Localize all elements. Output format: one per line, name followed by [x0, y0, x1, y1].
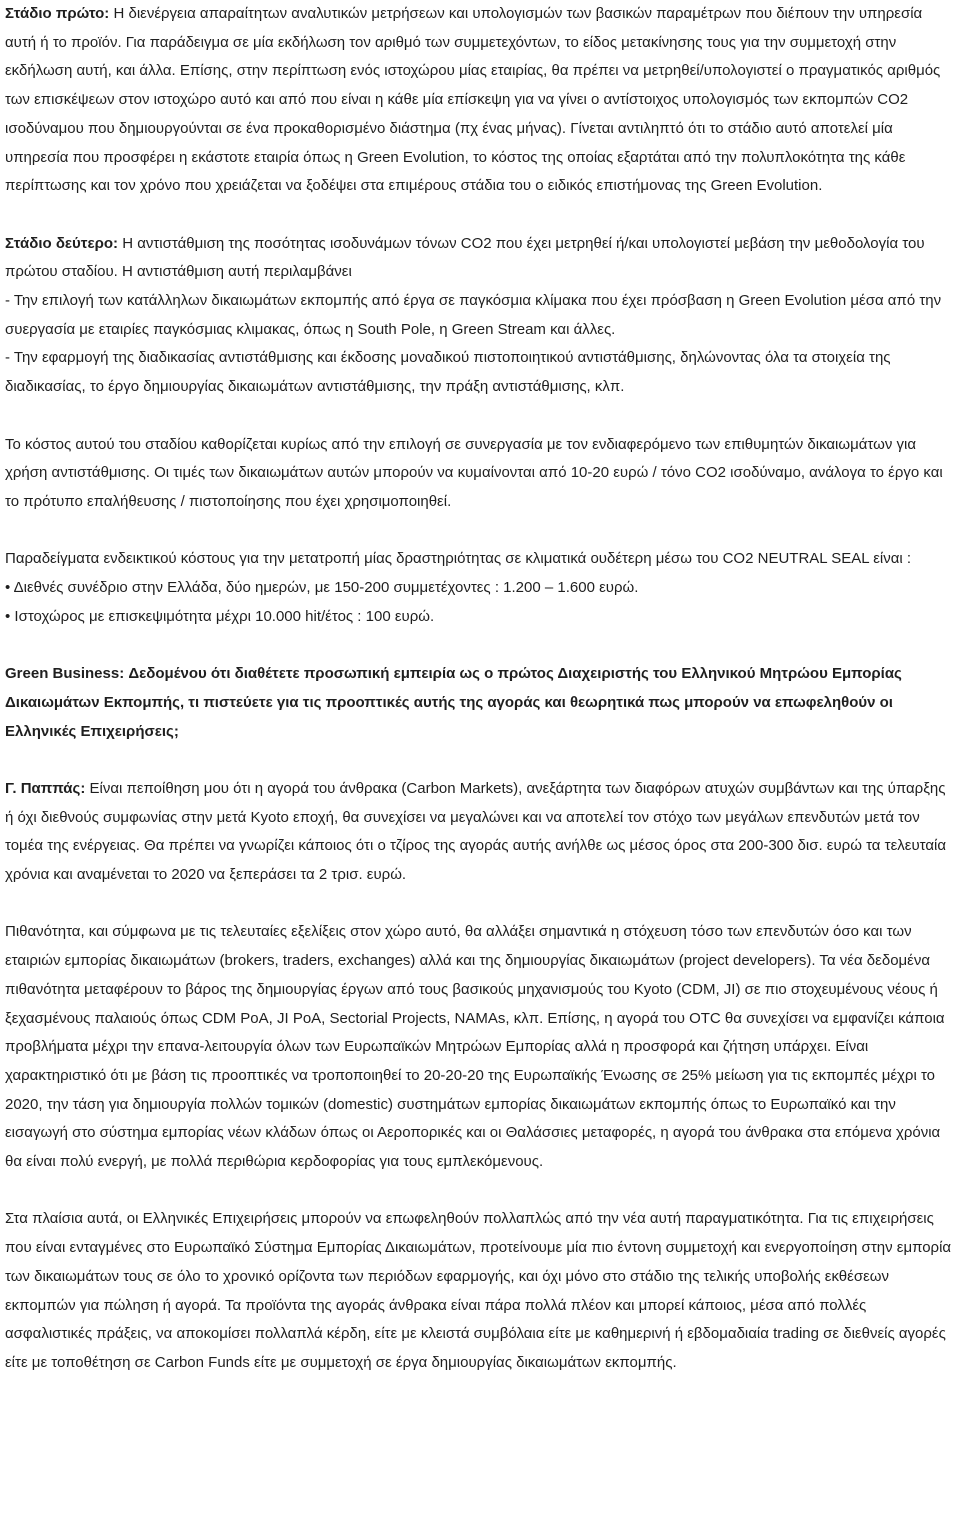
question-text: Δεδομένου ότι διαθέτετε προσωπική εμπειρία ως ο πρώτος Διαχειριστής του Ελληνικού Μητρώου Εμπορίας Δικαιωμάτων Εκπομπής, τι πιστεύετε για τις προοπτικές αυτής της αγοράς και θεωρητικά πως μπορούν να επωφεληθούν οι Ελληνικές Επιχειρήσεις;: [5, 665, 902, 740]
spacer: [5, 402, 954, 431]
stage1-paragraph: [5, 0, 954, 201]
stage2-item: - Την εφαρμογή της διαδικασίας αντιστάθμισης και έκδοσης μοναδικού πιστοποιητικού αντιστάθμισης, δηλώνοντας όλα τα στοιχεία της διαδικασίας, το έργο δημιουργίας δικαιωμάτων αντιστάθμισης, την πράξη αντιστάθμισης, κλπ.: [5, 349, 891, 396]
greek-business-paragraph: Στα πλαίσια αυτά, οι Ελληνικές Επιχειρήσεις μπορούν να επωφεληθούν πολλαπλώς από την νέα αυτή παραγματικότητα. Για τις επιχειρήσεις που είναι ενταγμένες στο Ευρωπαϊκό Σύστημα Εμπορίας Δικαιωμάτων, προτείνουμε μία πιο έντονη συμμετοχή και ενεργοποίηση στην εμπορία των δικαιωμάτων τους σε όλο το χρονικό ορίζοντα των περιόδων εφαρμογής, και όχι μόνο στο στάδιο της τελικής υποβολής εκθέσεων εκπομπών για πώληση ή αγορά. Τα προϊόντα της αγοράς άνθρακα είναι πάρα πολλά πλέον και μπορεί κάποιος, μέσα από πολλές ασφαλιστικές πράξεις, να αποκομίσει πολλαπλά κέρδη, είτε με κλειστά συμβόλαια είτε με καθημερινή ή εβδομαδιαία trading σε διεθνείς αγορές είτε με τοποθέτηση σε Carbon Funds είτε με συμμετοχή σε έργα δημιουργίας δικαιωμάτων εκπομπής.: [5, 1210, 952, 1371]
spacer: [5, 201, 954, 230]
spacer: [5, 517, 954, 546]
example-bullet: • Ιστοχώρος με επισκεψιμότητα μέχρι 10.000 hit/έτος : 100 ευρώ.: [5, 607, 435, 625]
spacer: [5, 1177, 954, 1206]
examples-intro: Παραδείγματα ενδεικτικού κόστους για την μετατροπή μίας δραστηριότητας σε κλιματικά ουδέτερη μέσω του CO2 NEUTRAL SEAL είναι :: [5, 550, 912, 568]
interview-answer: [5, 775, 954, 890]
spacer: [5, 890, 954, 919]
stage2-text: Η αντιστάθμιση της ποσότητας ισοδυνάμων τόνων CO2 που έχει μετρηθεί ή/και υπολογιστεί μεβάση την μεθοδολογία του πρώτου σταδίου. Η αντιστάθμιση αυτή περιλαμβάνει: [5, 234, 925, 281]
answer-label: Γ. Παππάς:: [5, 779, 86, 797]
answer-text: Είναι πεποίθηση μου ότι η αγορά του άνθρακα (Carbon Markets), ανεξάρτητα των διαφόρων ατυχών συμβάντων και της ύπαρξης ή όχι διεθνούς συμφωνίας στην μετά Kyoto εποχή, θα συνεχίσει να μεγαλώνει και να αποτελεί τον στόχο των μεγάλων επενδυτών μετά τον τομέα της ενέργειας. Θα πρέπει να γνωρίζει κάποιος ότι ο τζίρος της αγοράς αυτής ανήλθε ως μέσος όρος στα 200-300 δισ. ευρώ τα τελευταία χρόνια και αναμένεται το 2020 να ξεπεράσει τα 2 τρισ. ευρώ.: [5, 779, 947, 884]
question-label: Green Business:: [5, 665, 125, 683]
stage2-item: - Την επιλογή των κατάλληλων δικαιωμάτων εκπομπής από έργα σε παγκόσμια κλίμακα που έχει πρόσβαση η Green Evolution μέσα από την συεργασία με εταιρίες παγκόσμιας κλιμακας, όπως η South Pole, η Green Stream και άλλες.: [5, 292, 942, 338]
stage2-paragraph: [5, 230, 954, 287]
interview-question: [5, 660, 954, 746]
stage2-label: Στάδιο δεύτερο:: [5, 234, 119, 252]
example-bullet: • Διεθνές συνέδριο στην Ελλάδα, δύο ημερών, με 150-200 συμμετέχοντες : 1.200 – 1.600 ευρώ.: [5, 579, 639, 597]
spacer: [5, 746, 954, 775]
stage1-label: Στάδιο πρώτο:: [5, 5, 110, 22]
stage1-text: Η διενέργεια απαραίτητων αναλυτικών μετρήσεων και υπολογισμών των βασικών παραμέτρων που διέπουν την υπηρεσία αυτή ή το προϊόν. Για παράδειγμα σε μία εκδήλωση τον αριθμό των συμμετεχόντων, το είδος μετακίνησης τους για την συμμετοχή στην εκδήλωση αυτή, και άλλα. Επίσης, στην περίπτωση ενός ιστοχώρου μίας εταιρίας, θα πρέπει να μετρηθεί/υπολογιστεί ο πραγματικός αριθμός των επισκέψεων στον ιστοχώρο αυτό και από που είναι η κάθε μία επίσκεψη για να γίνει ο αντίστοιχος υπολογισμός των εκπομπών CO2 ισοδύναμου που δημιουργούνται σε ένα προκαθορισμένο διάστημα (πχ ένας μήνας). Γίνεται αντιληπτό ότι το στάδιο αυτό αποτελεί μία υπηρεσία που προσφέρει η εκάστοτε εταιρία όπως η Green Evolution, το κόστος της οποίας εξαρτάται από την πολυπλοκότητα της κάθε περίπτωσης και τον χρόνο που χρειάζεται να ξοδέψει στα επιμέρους στάδια του ο ειδικός επιστήμονας της Green Evolution.: [5, 5, 941, 195]
changes-paragraph: Πιθανότητα, και σύμφωνα με τις τελευταίες εξελίξεις στον χώρο αυτό, θα αλλάξει σημαντικά η στόχευση τόσο των επενδυτών όσο και των εταιριών εμπορίας δικαιωμάτων (brokers, traders, exchanges) αλλά και της δημιουργίας δικαιωμάτων (project developers). Τα νέα δεδομένα πιθανότητα μεταφέρουν το βάρος της δημιουργίας έργων από τους βασικούς μηχανισμούς του Kyoto (CDM, JI) σε πιο στοχευμένους νέους ή ξεχασμένους παλαιούς όπως CDM PoA, JI PoA, Sectorial Projects, NAMAs, κλπ. Επίσης, η αγορά του OTC θα συνεχίσει να εμφανίζει κάποια προβλήματα μέχρι την επανα-λειτουργία όλων των Ευρωπαϊκών Μητρώων Εμπορίας αλλά η προσφορά και ζήτηση υπάρχει. Είναι χαρακτηριστικό ότι με βάση τις προοπτικές να τροποποιηθεί το 20-20-20 της Ευρωπαϊκής Ένωσης σε 25% μείωση για τις εκπομπές μέχρι το 2020, την τάση για δημιουργία πολλών τομικών (domestic) συστημάτων εμπορίας δικαιωμάτων εκπομπής όπως το Ευρωπαϊκό και την εισαγωγή στο σύστημα εμπορίας νέων κλάδων όπως οι Αεροπορικές και οι Θαλάσσιες μεταφορές, η αγορά του άνθρακα στα επόμενα χρόνια θα είναι πολύ ενεργή, με πολλά περιθώρια κερδοφορίας για τους εμπλεκόμενους.: [5, 923, 945, 1171]
spacer: [5, 631, 954, 660]
cost-paragraph: Το κόστος αυτού του σταδίου καθορίζεται κυρίως από την επιλογή σε συνεργασία με τον ενδιαφερόμενο των επιθυμητών δικαιωμάτων για χρήση αντιστάθμισης. Οι τιμές των δικαιωμάτων αυτών μπορούν να κυμαίνονται από 10-20 ευρώ / τόνο CO2 ισοδύναμο, ανάλογα το έργο και το πρότυπο επαλήθευσης / πιστοποίησης που έχει χρησιμοποιηθεί.: [5, 435, 943, 510]
